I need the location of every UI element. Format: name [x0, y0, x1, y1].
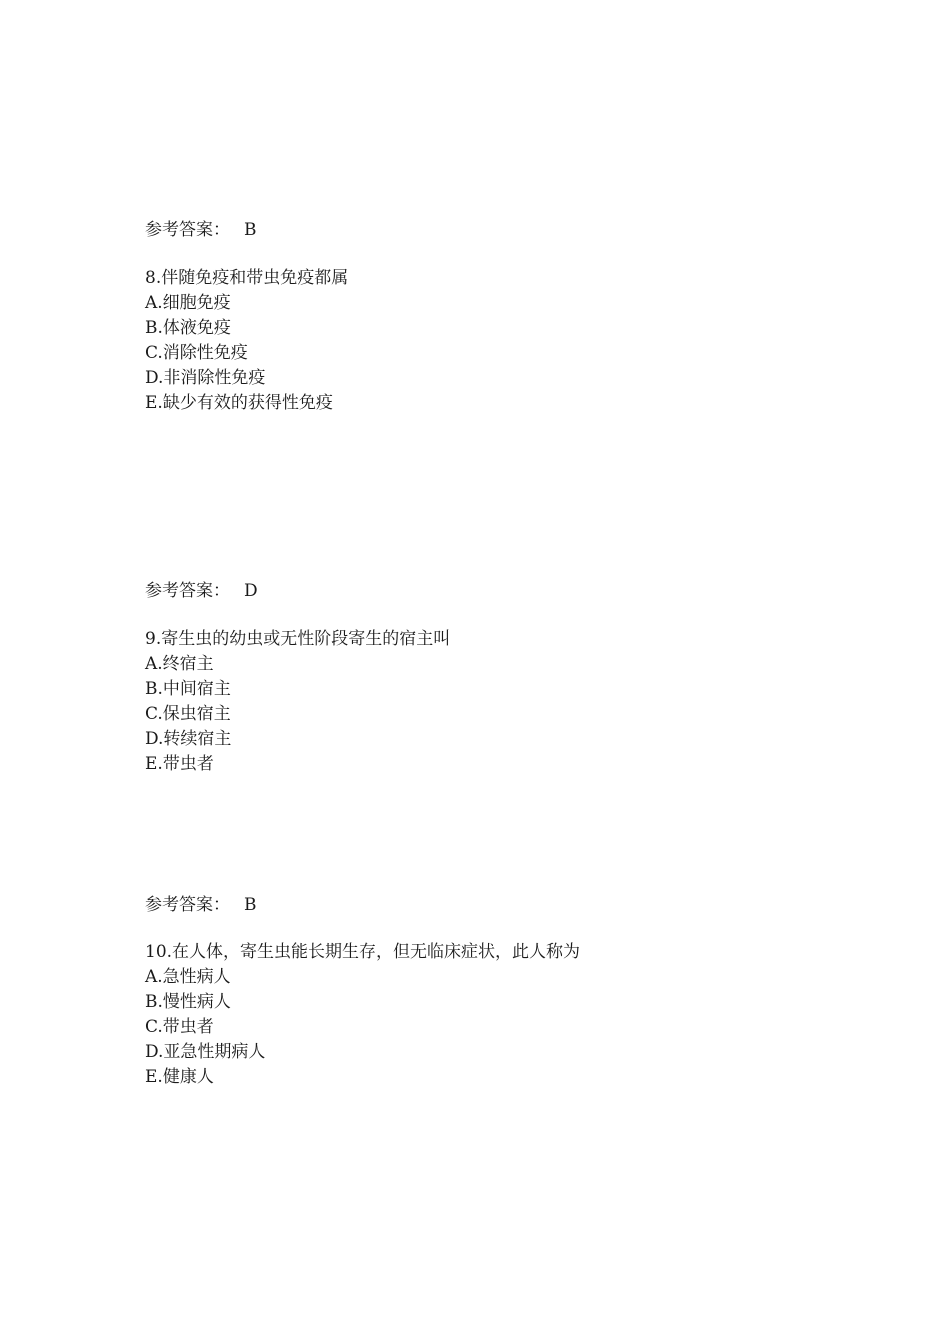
question-stem: 9.寄生虫的幼虫或无性阶段寄生的宿主叫 [145, 629, 451, 649]
answer-label: 参考答案： [145, 581, 230, 601]
question-stem: 8.伴随免疫和带虫免疫都属 [145, 268, 349, 288]
answer-line [145, 893, 257, 918]
question-stem: 10.在人体，寄生虫能长期生存，但无临床症状，此人称为 [145, 942, 581, 962]
option-d: D.亚急性期病人 [145, 1042, 266, 1062]
question-9 [145, 627, 450, 777]
answer-value: D [244, 581, 258, 601]
option-d: D.转续宿主 [145, 729, 232, 749]
question-8 [145, 266, 348, 416]
option-d: D.非消除性免疫 [145, 368, 266, 388]
option-e: E.缺少有效的获得性免疫 [145, 393, 333, 413]
question-10 [145, 940, 580, 1090]
answer-line [145, 218, 257, 243]
option-c: C.保虫宿主 [145, 704, 231, 724]
answer-value: B [244, 220, 257, 240]
option-a: A.细胞免疫 [145, 293, 231, 313]
answer-value: B [244, 895, 257, 915]
answer-label: 参考答案： [145, 895, 230, 915]
option-c: C.消除性免疫 [145, 343, 248, 363]
option-b: B.体液免疫 [145, 318, 231, 338]
option-a: A.急性病人 [145, 967, 231, 987]
option-b: B.中间宿主 [145, 679, 231, 699]
option-c: C.带虫者 [145, 1017, 214, 1037]
answer-line [145, 579, 258, 604]
option-b: B.慢性病人 [145, 992, 231, 1012]
option-a: A.终宿主 [145, 654, 214, 674]
option-e: E.带虫者 [145, 754, 214, 774]
option-e: E.健康人 [145, 1067, 214, 1087]
answer-label: 参考答案： [145, 220, 230, 240]
